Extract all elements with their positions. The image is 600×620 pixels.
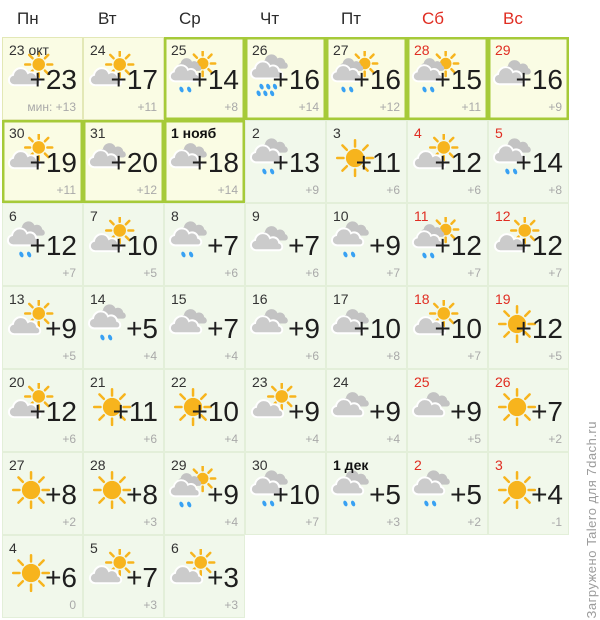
day-cell-30[interactable]: [245, 452, 326, 535]
day-cell-8[interactable]: [164, 203, 245, 286]
day-min-temp: +3: [386, 515, 400, 529]
day-temp: +7: [531, 396, 563, 427]
day-temp: +11: [355, 147, 401, 178]
day-number: 14: [90, 291, 106, 307]
day-temp: +13: [272, 147, 320, 178]
day-number: 6: [171, 540, 179, 556]
day-number: 3: [333, 125, 341, 141]
day-cell-26[interactable]: [488, 369, 569, 452]
day-number: 2: [252, 125, 260, 141]
day-min-temp: +4: [386, 432, 400, 446]
day-temp: +20: [110, 147, 158, 178]
weekday-row: [2, 0, 569, 37]
day-temp: +9: [288, 396, 320, 427]
weekday-Ср: Ср: [179, 8, 201, 28]
day-cell-27[interactable]: [2, 452, 83, 535]
weekday-Чт: Чт: [260, 8, 280, 28]
day-temp: +15: [434, 64, 482, 95]
day-temp: +11: [112, 396, 158, 427]
day-min-temp: +7: [386, 266, 400, 280]
day-number: 30: [252, 457, 268, 473]
day-temp: +10: [191, 396, 239, 427]
day-number: 27: [333, 42, 349, 58]
day-cell-1-нояб[interactable]: [164, 120, 245, 203]
day-temp: +8: [126, 479, 158, 510]
day-cell-17[interactable]: [326, 286, 407, 369]
day-min-temp: +7: [467, 349, 481, 363]
day-min-temp: +6: [386, 183, 400, 197]
day-number: 30: [9, 125, 25, 141]
day-temp: +9: [288, 313, 320, 344]
day-temp: +4: [531, 479, 563, 510]
day-min-temp: +7: [62, 266, 76, 280]
day-min-temp: +8: [386, 349, 400, 363]
day-number: 25: [414, 374, 430, 390]
day-cell-3[interactable]: [488, 452, 569, 535]
day-temp: +12: [29, 230, 77, 261]
day-number: 26: [252, 42, 268, 58]
day-temp: +16: [515, 64, 563, 95]
day-temp: +9: [45, 313, 77, 344]
day-min-temp: 0: [69, 598, 76, 612]
day-min-temp: +6: [62, 432, 76, 446]
day-number: 4: [414, 125, 422, 141]
day-temp: +9: [450, 396, 482, 427]
day-temp: +10: [434, 313, 482, 344]
day-temp: +19: [29, 147, 77, 178]
day-temp: +14: [191, 64, 239, 95]
day-cell-1-дек[interactable]: [326, 452, 407, 535]
day-temp: +5: [450, 479, 482, 510]
day-min-temp: +7: [548, 266, 562, 280]
day-min-temp: +5: [62, 349, 76, 363]
day-min-temp: +7: [305, 515, 319, 529]
day-number: 19: [495, 291, 511, 307]
day-number: 5: [90, 540, 98, 556]
day-temp: +17: [110, 64, 158, 95]
day-min-temp: +6: [143, 432, 157, 446]
day-min-temp: +6: [467, 183, 481, 197]
day-cell-28[interactable]: [407, 37, 488, 120]
day-temp: +18: [191, 147, 239, 178]
day-number: 8: [171, 208, 179, 224]
day-number: 6: [9, 208, 17, 224]
day-temp: +7: [207, 230, 239, 261]
weather-month-calendar: [2, 0, 569, 618]
day-cell-29[interactable]: [164, 452, 245, 535]
day-number: 3: [495, 457, 503, 473]
day-number: 29: [495, 42, 511, 58]
day-cell-30[interactable]: [2, 120, 83, 203]
day-temp: +16: [353, 64, 401, 95]
day-min-temp: мин: +13: [27, 100, 76, 114]
day-cell-4[interactable]: [2, 535, 83, 618]
day-cell-19[interactable]: [488, 286, 569, 369]
day-number: 1 нояб: [171, 125, 217, 141]
day-number: 10: [333, 208, 349, 224]
day-min-temp: +5: [143, 266, 157, 280]
day-cell-31[interactable]: [83, 120, 164, 203]
day-temp: +9: [207, 479, 239, 510]
weekday-Пт: Пт: [341, 8, 362, 28]
day-temp: +12: [515, 313, 563, 344]
day-cell-14[interactable]: [83, 286, 164, 369]
day-min-temp: +12: [136, 183, 157, 197]
day-number: 16: [252, 291, 268, 307]
day-temp: +8: [45, 479, 77, 510]
day-number: 11: [414, 208, 429, 224]
day-temp: +7: [288, 230, 320, 261]
day-cell-18[interactable]: [407, 286, 488, 369]
day-number: 24: [90, 42, 106, 58]
day-cell-23-окт[interactable]: [2, 37, 83, 120]
weekday-Вс: Вс: [503, 8, 523, 28]
day-temp: +12: [434, 230, 482, 261]
day-number: 21: [90, 374, 106, 390]
day-cell-26[interactable]: [245, 37, 326, 120]
day-min-temp: +4: [224, 515, 238, 529]
day-temp: +5: [369, 479, 401, 510]
day-min-temp: +4: [143, 349, 157, 363]
calendar-grid: [2, 37, 569, 618]
day-min-temp: +14: [217, 183, 238, 197]
weekday-Сб: Сб: [422, 8, 445, 28]
day-min-temp: +4: [224, 432, 238, 446]
day-number: 5: [495, 125, 503, 141]
day-min-temp: +5: [548, 349, 562, 363]
day-temp: +16: [272, 64, 320, 95]
day-min-temp: +11: [137, 100, 157, 114]
day-temp: +3: [207, 562, 239, 593]
day-cell-24[interactable]: [326, 369, 407, 452]
day-min-temp: +11: [56, 183, 76, 197]
day-number: 18: [414, 291, 430, 307]
watermark-text: Загружено Talero для 7dach.ru: [584, 420, 599, 618]
day-min-temp: +8: [548, 183, 562, 197]
day-cell-10[interactable]: [326, 203, 407, 286]
day-min-temp: +2: [62, 515, 76, 529]
day-number: 23: [252, 374, 268, 390]
day-cell-9[interactable]: [245, 203, 326, 286]
day-cell-6[interactable]: [2, 203, 83, 286]
day-min-temp: +6: [224, 266, 238, 280]
day-temp: +12: [434, 147, 482, 178]
day-number: 27: [9, 457, 25, 473]
day-number: 9: [252, 208, 260, 224]
day-number: 17: [333, 291, 349, 307]
weekday-Вт: Вт: [98, 8, 117, 28]
day-cell-12[interactable]: [488, 203, 569, 286]
day-number: 12: [495, 208, 511, 224]
day-cell-27[interactable]: [326, 37, 407, 120]
day-min-temp: +3: [143, 515, 157, 529]
day-number: 22: [171, 374, 187, 390]
day-cell-5[interactable]: [83, 535, 164, 618]
day-cell-3[interactable]: [326, 120, 407, 203]
day-temp: +12: [515, 230, 563, 261]
day-min-temp: -1: [551, 515, 562, 529]
day-temp: +7: [126, 562, 158, 593]
day-min-temp: +9: [548, 100, 562, 114]
day-temp: +6: [45, 562, 77, 593]
day-cell-13[interactable]: [2, 286, 83, 369]
day-cell-2[interactable]: [407, 452, 488, 535]
day-number: 7: [90, 208, 98, 224]
day-number: 4: [9, 540, 17, 556]
day-number: 28: [414, 42, 430, 58]
day-min-temp: +2: [467, 515, 481, 529]
day-min-temp: +8: [224, 100, 238, 114]
day-number: 31: [90, 125, 106, 141]
day-cell-25[interactable]: [407, 369, 488, 452]
day-min-temp: +3: [224, 598, 238, 612]
day-min-temp: +6: [305, 349, 319, 363]
day-min-temp: +6: [305, 266, 319, 280]
day-cell-20[interactable]: [2, 369, 83, 452]
day-cell-22[interactable]: [164, 369, 245, 452]
day-cell-4[interactable]: [407, 120, 488, 203]
day-min-temp: +11: [461, 100, 481, 114]
day-cell-28[interactable]: [83, 452, 164, 535]
day-min-temp: +12: [379, 100, 400, 114]
day-cell-7[interactable]: [83, 203, 164, 286]
day-number: 13: [9, 291, 25, 307]
day-number: 20: [9, 374, 25, 390]
day-number: 24: [333, 374, 349, 390]
day-min-temp: +3: [143, 598, 157, 612]
day-temp: +7: [207, 313, 239, 344]
day-temp: +5: [126, 313, 158, 344]
day-temp: +14: [515, 147, 563, 178]
day-number: 25: [171, 42, 187, 58]
day-temp: +10: [272, 479, 320, 510]
day-min-temp: +2: [548, 432, 562, 446]
day-temp: +9: [369, 230, 401, 261]
day-temp: +12: [29, 396, 77, 427]
day-min-temp: +5: [467, 432, 481, 446]
day-temp: +9: [369, 396, 401, 427]
day-cell-29[interactable]: [488, 37, 569, 120]
day-min-temp: +14: [298, 100, 319, 114]
day-temp: +23: [29, 64, 77, 95]
day-cell-2[interactable]: [245, 120, 326, 203]
day-cell-23[interactable]: [245, 369, 326, 452]
day-cell-21[interactable]: [83, 369, 164, 452]
day-number: 1 дек: [333, 457, 369, 473]
day-number: 28: [90, 457, 106, 473]
day-min-temp: +4: [224, 349, 238, 363]
day-number: 26: [495, 374, 511, 390]
day-cell-5[interactable]: [488, 120, 569, 203]
day-cell-11[interactable]: [407, 203, 488, 286]
day-cell-24[interactable]: [83, 37, 164, 120]
day-cell-16[interactable]: [245, 286, 326, 369]
day-temp: +10: [353, 313, 401, 344]
day-number: 2: [414, 457, 422, 473]
day-cell-15[interactable]: [164, 286, 245, 369]
day-number: 23 окт: [9, 42, 49, 58]
day-min-temp: +4: [305, 432, 319, 446]
day-temp: +10: [110, 230, 158, 261]
day-cell-25[interactable]: [164, 37, 245, 120]
day-number: 15: [171, 291, 187, 307]
day-cell-6[interactable]: [164, 535, 245, 618]
day-min-temp: +7: [467, 266, 481, 280]
weekday-Пн: Пн: [17, 8, 39, 28]
day-number: 29: [171, 457, 187, 473]
day-min-temp: +9: [305, 183, 319, 197]
